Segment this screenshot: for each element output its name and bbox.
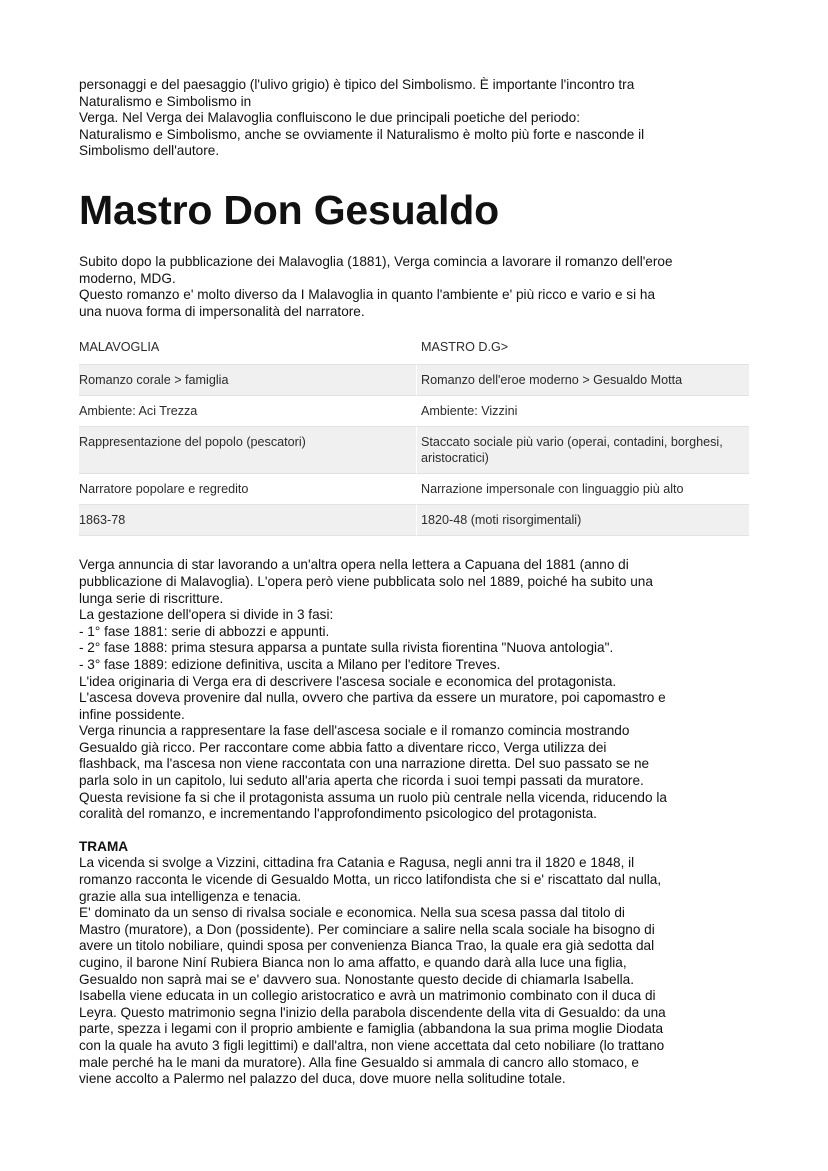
table-header-cell: MALAVOGLIA (79, 336, 416, 365)
text-line: Gesualdo non saprà mai se e' davvero sua. Nonostante questo decide di chiamarla Isabella. (79, 971, 634, 987)
text-line: coralità del romanzo, e incrementando l'approfondimento psicologico del protagonista. (79, 806, 597, 822)
table-cell: Narrazione impersonale con linguaggio più alto (416, 474, 749, 505)
text-line: parte, spezza i legami con il proprio ambiente e famiglia (abbandona la sua prima moglie Diodata (79, 1021, 664, 1037)
summary-paragraph (79, 254, 759, 320)
text-line: con la quale ha avuto 3 figli legittimi) e dall'altra, non viene accettata dal ceto nobiliare (lo trattano (79, 1037, 665, 1053)
list-item: - 1° fase 1881: serie di abbozzi e appunti. (79, 623, 330, 639)
text-line: Isabella viene educata in un collegio aristocratico e avrà un matrimonio combinato con il duca di (79, 988, 656, 1004)
intro-paragraph (79, 77, 759, 160)
text-line: una nuova forma di impersonalità del narratore. (79, 303, 365, 319)
text-line: E' dominato da un senso di rivalsa sociale e economica. Nella sua scesa passa dal titolo di (79, 905, 625, 921)
text-line: Subito dopo la pubblicazione dei Malavoglia (1881), Verga comincia a lavorare il romanzo dell'eroe (79, 253, 673, 269)
table-cell: Staccato sociale più vario (operai, contadini, borghesi, aristocratici) (416, 427, 749, 474)
text-line: grazie alla sua intelligenza e tenacia. (79, 888, 302, 904)
text-line: pubblicazione di Malavoglia). L'opera però viene pubblicata solo nel 1889, poiché ha subito una (79, 573, 653, 589)
table-row (79, 427, 749, 474)
table-cell: Rappresentazione del popolo (pescatori) (79, 427, 416, 474)
table-header-row (79, 336, 749, 365)
trama-heading: TRAMA (79, 838, 129, 854)
text-line: infine possidente. (79, 706, 185, 722)
text-line: Verga. Nel Verga dei Malavoglia confluiscono le due principali poetiche del periodo: (79, 110, 581, 126)
text-line: Naturalismo e Simbolismo, anche se ovviamente il Naturalismo è molto più forte e nasconde il (79, 126, 645, 142)
page-title: Mastro Don Gesualdo (79, 186, 499, 233)
text-line: flashback, ma l'ascesa non viene raccontata con una narrazione diretta. Del suo passato se ne (79, 756, 650, 772)
table-cell: Romanzo dell'eroe moderno > Gesualdo Motta (416, 365, 749, 396)
text-line: Verga annuncia di star lavorando a un'altra opera nella lettera a Capuana del 1881 (anno di (79, 557, 629, 573)
text-line: male perché ha le mani da muratore). Alla fine Gesualdo si ammala di cancro allo stomaco, e (79, 1054, 639, 1070)
text-line: La gestazione dell'opera si divide in 3 fasi: (79, 607, 334, 623)
text-line: Simbolismo dell'autore. (79, 143, 220, 159)
trama-paragraph (79, 855, 759, 1087)
text-line: Questa revisione fa si che il protagonista assuma un ruolo più centrale nella vicenda, riducendo la (79, 789, 667, 805)
list-item: - 2° fase 1888: prima stesura apparsa a puntate sulla rivista fiorentina "Nuova antologia". (79, 640, 614, 656)
text-line: lunga serie di riscritture. (79, 590, 224, 606)
text-line: viene accolto a Palermo nel palazzo del duca, dove muore nella solitudine totale. (79, 1071, 566, 1087)
text-line: L'idea originaria di Verga era di descrivere l'ascesa sociale e economica del protagonista. (79, 673, 617, 689)
text-line: cugino, il barone Niní Rubiera Bianca non lo ama affatto, e quando darà alla luce una figlia, (79, 955, 627, 970)
body-paragraph (79, 557, 759, 823)
text-line: personaggi e del paesaggio (l'ulivo grigio) è tipico del Simbolismo. È importante l'incontro tra (79, 77, 635, 92)
table-row (79, 396, 749, 427)
table-cell: Romanzo corale > famiglia (79, 365, 416, 396)
table-cell: 1820-48 (moti risorgimentali) (416, 505, 749, 536)
text-line: parla solo in un capitolo, lui seduto all'aria aperta che ricorda i suoi tempi passati da muratore. (79, 773, 644, 789)
table-row (79, 365, 749, 396)
text-line: Questo romanzo e' molto diverso da I Malavoglia in quanto l'ambiente e' più ricco e vario e si ha (79, 287, 656, 303)
text-line: La vicenda si svolge a Vizzini, cittadina fra Catania e Ragusa, negli anni tra il 1820 e 1848, il (79, 855, 635, 871)
text-line: L'ascesa doveva provenire dal nulla, ovvero che partiva da essere un muratore, poi capomastro e (79, 690, 666, 706)
text-line: avere un titolo nobiliare, quindi sposa per convenienza Bianca Trao, la quale era già sedotta dal (79, 938, 655, 954)
text-line: Gesualdo già ricco. Per raccontare come abbia fatto a diventare ricco, Verga utilizza dei (79, 739, 607, 755)
table-cell: Ambiente: Aci Trezza (79, 396, 416, 427)
text-line: Naturalismo e Simbolismo in (79, 93, 252, 109)
table-cell: Narratore popolare e regredito (79, 474, 416, 505)
list-item: - 3° fase 1889: edizione definitiva, uscita a Milano per l'editore Treves. (79, 656, 501, 672)
table-header-cell: MASTRO D.G> (416, 336, 749, 365)
comparison-table (79, 336, 749, 536)
table-cell: 1863-78 (79, 505, 416, 536)
text-line: Mastro (muratore), a Don (possidente). Per cominciare a salire nella scala sociale ha bisogno di (79, 921, 655, 937)
table-row (79, 474, 749, 505)
text-line: Leyra. Questo matrimonio segna l'inizio della parabola discendente della vita di Gesualdo: da una (79, 1004, 666, 1020)
table-row (79, 505, 749, 536)
text-line: moderno, MDG. (79, 270, 176, 286)
table-cell: Ambiente: Vizzini (416, 396, 749, 427)
text-line: romanzo racconta le vicende di Gesualdo Motta, un ricco latifondista che si e' riscattato dal nulla, (79, 872, 662, 888)
text-line: Verga rinuncia a rappresentare la fase dell'ascesa sociale e il romanzo comincia mostrando (79, 723, 630, 739)
document-page (79, 77, 759, 1088)
